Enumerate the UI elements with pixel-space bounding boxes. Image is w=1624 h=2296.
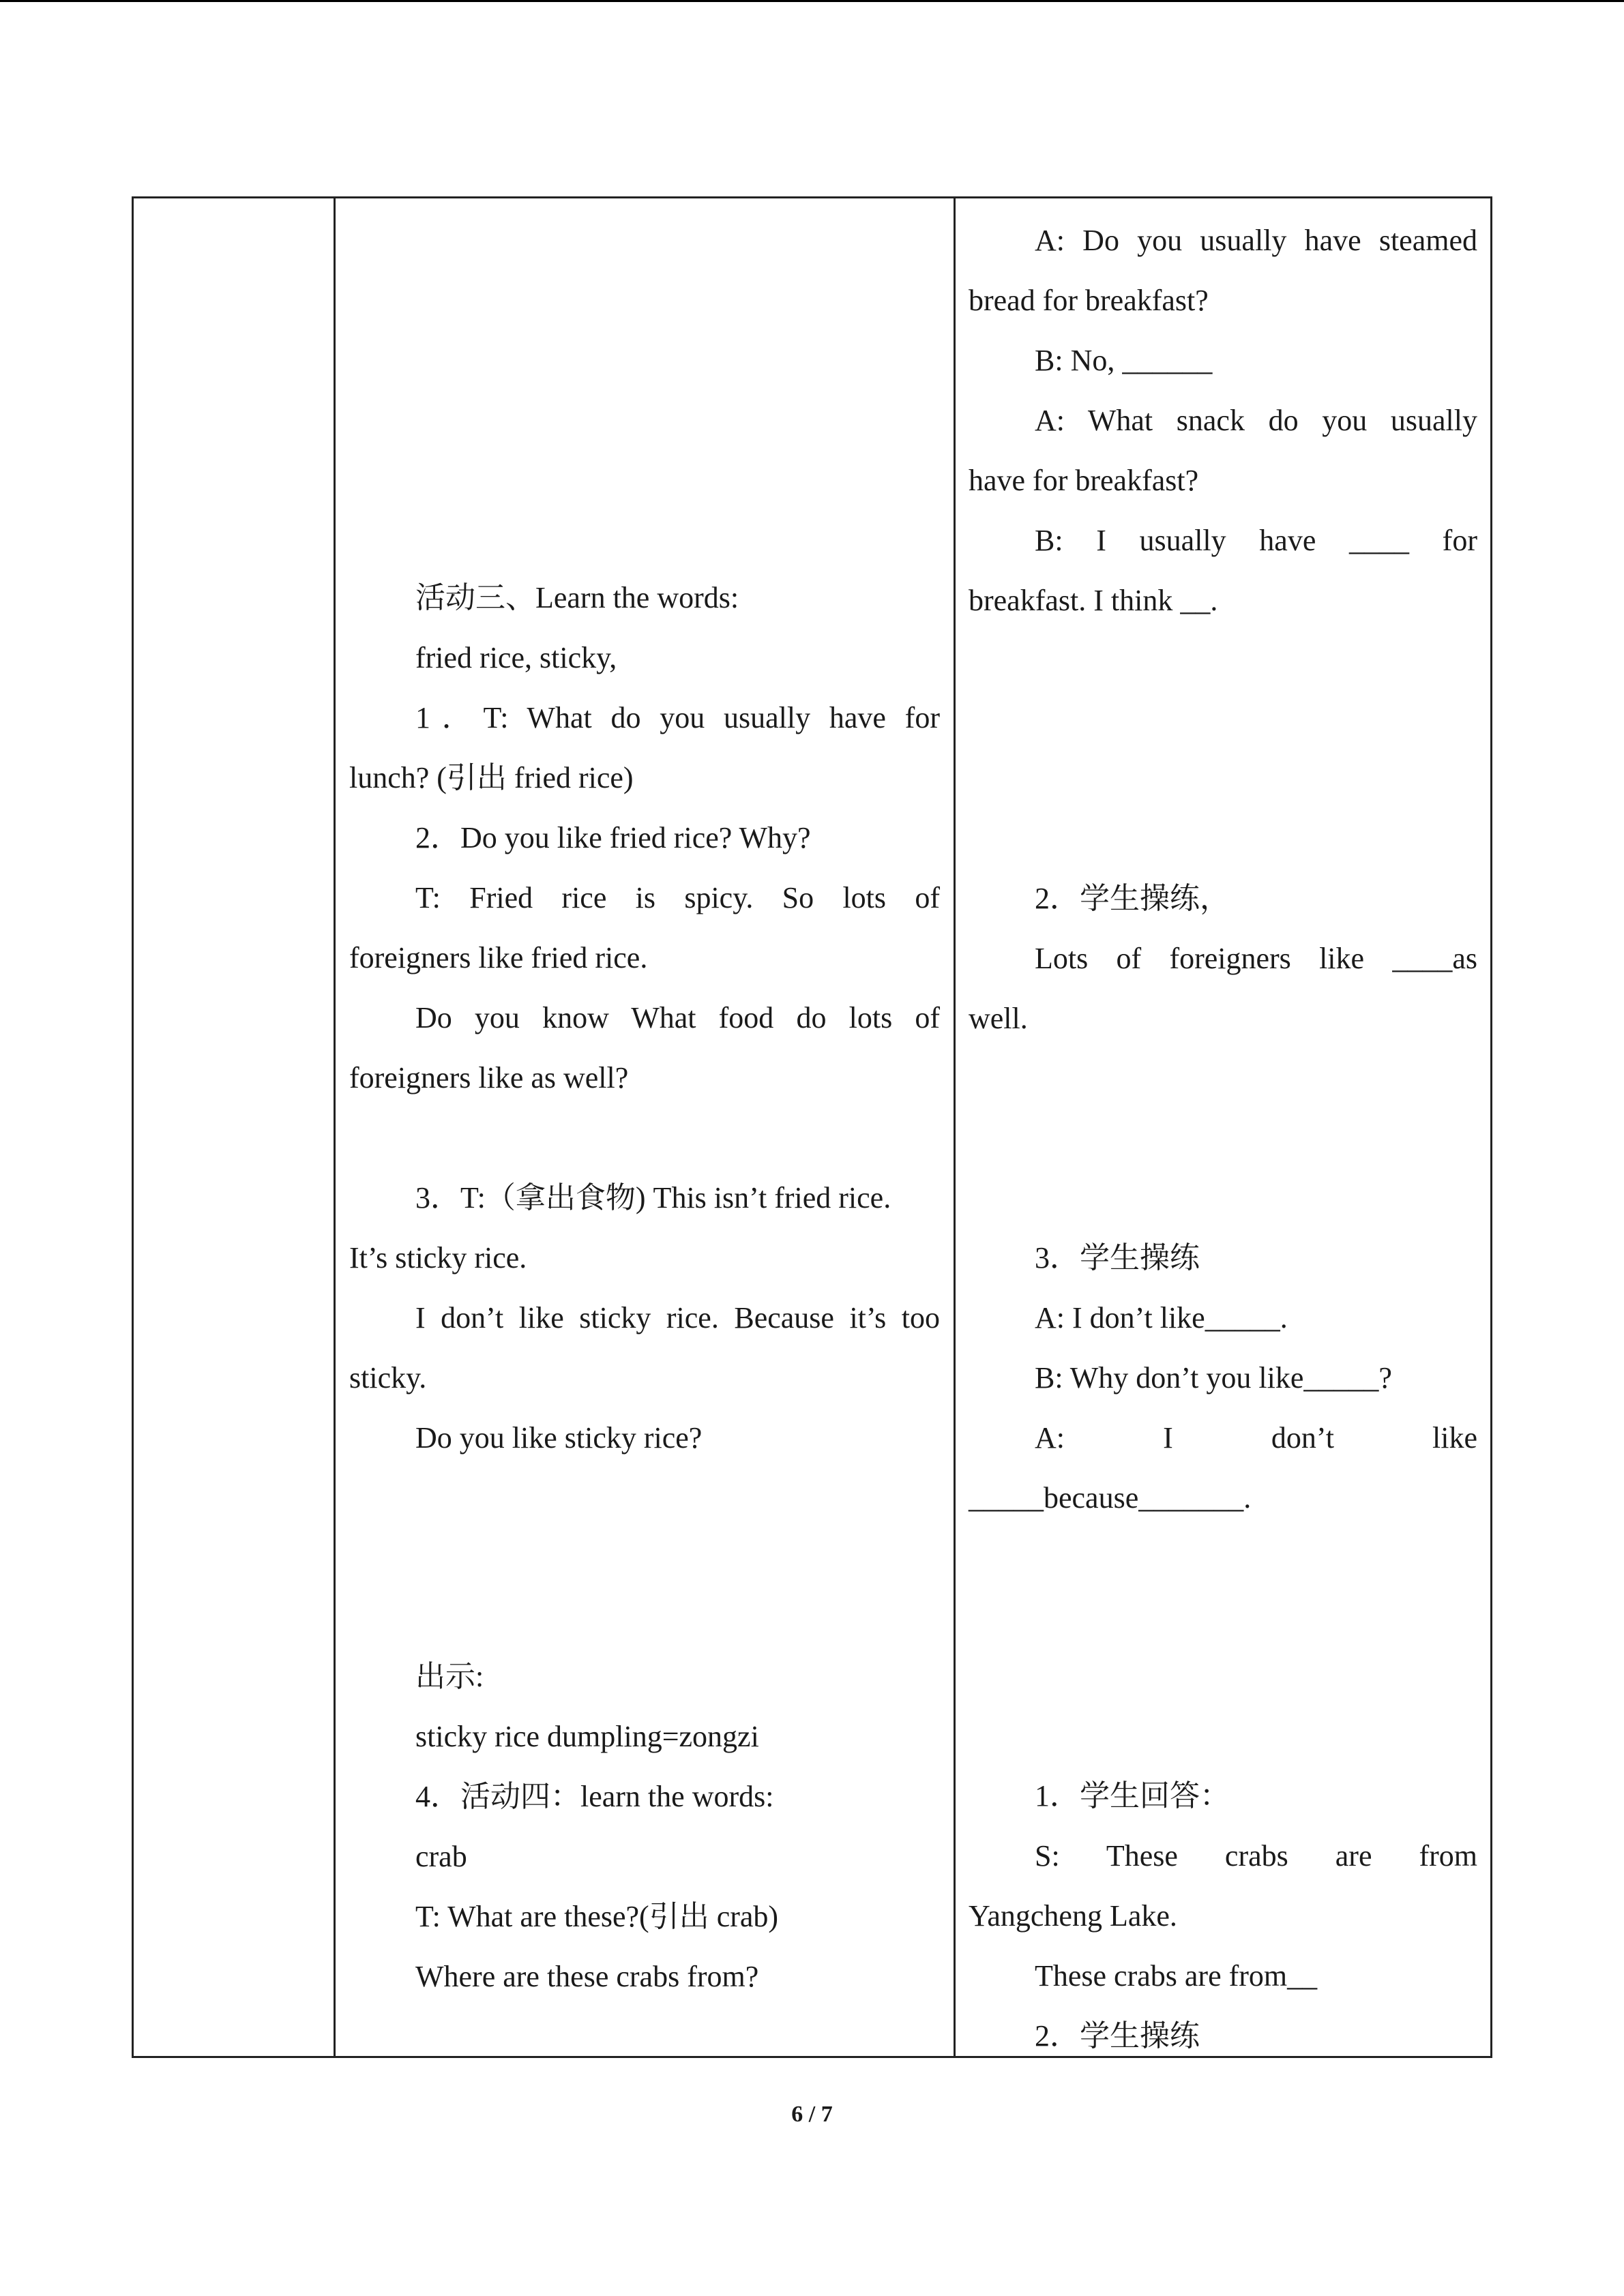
text-line: It’s sticky rice. xyxy=(349,1241,527,1274)
text-line: Lots of foreigners like ____as xyxy=(1035,942,1477,975)
text-line: Yangcheng Lake. xyxy=(969,1899,1177,1933)
text-line: 1．学生回答： xyxy=(1035,1779,1230,1813)
text-line: 出示: xyxy=(415,1660,484,1693)
text-line: well. xyxy=(969,1002,1028,1035)
teacher-activity-block-3 xyxy=(349,1647,940,2007)
dialogue-line: bread for breakfast? xyxy=(969,284,1209,317)
text-line: sticky rice dumpling=zongzi xyxy=(415,1720,759,1753)
dialogue-line: A: Do you usually have steamed xyxy=(1035,224,1477,257)
text-line: 3．T:（拿出食物) This isn’t fried rice. xyxy=(415,1181,891,1214)
text-line: I don’t like sticky rice. Because it’s too xyxy=(415,1301,940,1335)
vocabulary-line: crab xyxy=(415,1840,467,1873)
activity-heading: 4．活动四：learn the words: xyxy=(415,1780,774,1813)
dialogue-line: B: I usually have ____ for xyxy=(1035,524,1477,557)
text-line: T: Fried rice is spicy. So lots of xyxy=(415,881,940,914)
dialogue-line: _____because_______. xyxy=(969,1481,1252,1515)
text-line: These crabs are from__ xyxy=(1035,1959,1318,1993)
dialogue-line: B: Why don’t you like_____? xyxy=(1035,1361,1392,1395)
student-activity-block-1 xyxy=(969,211,1477,631)
text-line: 2．学生操练 xyxy=(1035,2019,1200,2053)
dialogue-line: A: I don’t like xyxy=(1035,1421,1477,1455)
text-line: 2．学生操练， xyxy=(1035,882,1230,915)
text-line: sticky. xyxy=(349,1361,427,1395)
text-line: 2．Do you like fried rice? Why? xyxy=(415,821,811,854)
text-line: Where are these crabs from? xyxy=(415,1960,759,1993)
text-line: 1．T: What do you usually have for xyxy=(415,701,940,734)
text-line: 3．学生操练 xyxy=(1035,1241,1200,1274)
dialogue-line: B: No, ______ xyxy=(1035,344,1213,377)
dialogue-line: A: I don’t like_____. xyxy=(1035,1301,1288,1335)
teacher-activity-block-1 xyxy=(349,568,940,1108)
student-activity-block-3 xyxy=(969,1228,1477,1528)
dialogue-line: A: What snack do you usually xyxy=(1035,404,1477,437)
text-line: S: These crabs are from xyxy=(1035,1839,1477,1873)
text-line: foreigners like as well? xyxy=(349,1061,629,1094)
text-line: foreigners like fried rice. xyxy=(349,941,648,974)
table-column-divider-2 xyxy=(954,196,956,2058)
top-border-line xyxy=(0,0,1624,2)
dialogue-line: have for breakfast? xyxy=(969,464,1199,497)
table-column-divider-1 xyxy=(334,196,336,2058)
teacher-activity-block-2 xyxy=(349,1168,940,1468)
text-line: Do you like sticky rice? xyxy=(415,1421,703,1455)
activity-heading: 活动三、Learn the words: xyxy=(415,581,739,614)
vocabulary-line: fried rice, sticky, xyxy=(415,641,617,674)
text-line: Do you know What food do lots of xyxy=(415,1001,940,1034)
text-line: lunch? (引出 fried rice) xyxy=(349,761,634,794)
text-line: T: What are these?(引出 crab) xyxy=(415,1900,779,1933)
page-number: 6 / 7 xyxy=(791,2102,833,2127)
student-activity-block-2 xyxy=(969,869,1477,1049)
student-activity-block-4 xyxy=(969,1766,1477,2066)
dialogue-line: breakfast. I think __. xyxy=(969,584,1218,617)
